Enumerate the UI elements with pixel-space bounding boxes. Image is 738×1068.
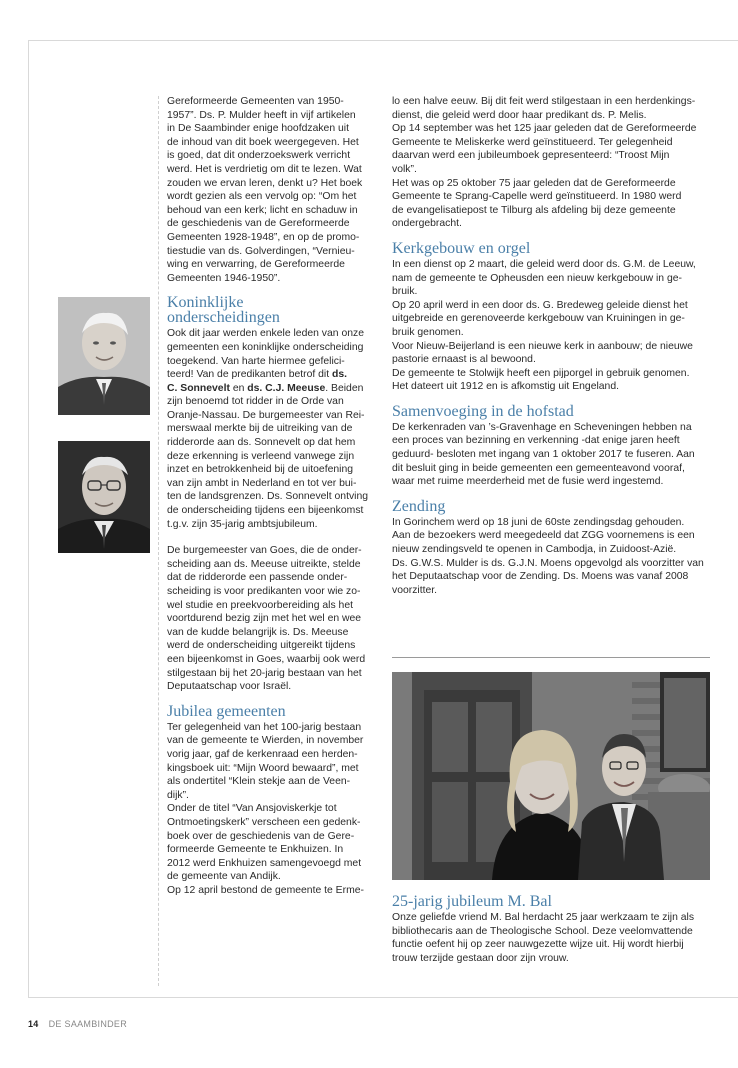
left-column <box>167 95 380 897</box>
kerkgebouw-paragraph: In een dienst op 2 maart, die geleid werd door ds. G.M. de Leeuw, nam de gemeente te Opheusden een nieuw kerkgebouw in ge- bruik. Op 20 april werd in een door ds. G. Bredeweg geleide dienst het uitgebreide en gerenoveerde kerkgebouw van Kruiningen in ge- bruik genomen. Voor Nieuw-Beijerland is een nieuwe kerk in aanbouw; de nieuwe pastorie ernaast is al bewoond. De gemeente te Stolwijk heeft een pijporgel in gebruik genomen. Het dateert uit 1912 en is afkomstig uit Engeland. <box>392 258 696 393</box>
heading-koninklijke-onderscheidingen: Koninklijke onderscheidingen <box>167 294 280 327</box>
heading-jubilea-gemeenten: Jubilea gemeenten <box>167 702 286 720</box>
heading-kerkgebouw-en-orgel: Kerkgebouw en orgel <box>392 239 531 257</box>
zending-paragraph: In Gorinchem werd op 18 juni de 60ste zendingsdag gehouden. Aan de bezoekers werd meegedeeld dat ZGG voornemens is een nieuw zendingsveld te openen in Cambodja, in Zuidoost-Azië. Ds. G.W.S. Mulder is ds. G.J.N. Moens opgevolgd als voorzitter van het Deputaatschap voor de Zending. Ds. Moens was vanaf 2008 voorzitter. <box>392 516 704 596</box>
page-footer <box>28 1019 127 1029</box>
portrait-photo-sonnevelt <box>58 297 150 415</box>
intro-paragraph-right: lo een halve eeuw. Bij dit feit werd stilgestaan in een herdenkings- dienst, die geleid werd door haar predikant ds. P. Melis. Op 14 september was het 125 jaar geleden dat de Gereformeerde Gemeente te Meliskerke werd geïnstitueerd. Ter gelegenheid daarvan werd een jubileumboek gepresenteerd: “Troost Mijn volk”. Het was op 25 oktober 75 jaar geleden dat de Gereformeerde Gemeente te Sprang-Capelle werd geïnstitueerd. In 1980 werd de evangelisatiepost te Tilburg als afdeling bij deze gemeente ondergebracht. <box>392 96 697 230</box>
name-ds-sonnevelt-part2: C. Sonnevelt <box>167 382 230 394</box>
samenvoeging-paragraph: De kerkenraden van ’s-Gravenhage en Scheveningen hebben na een proces van bezinning en verkenning -dat enige jaren heeft geduurd- besloten met ingang van 1 oktober 2017 te fuseren. Aan dit besluit ging in beide gemeenten een gemeenteavond vooraf, waar met ruime meerderheid met de fusie werd ingestemd. <box>392 421 695 488</box>
portrait-photo-meeuse <box>58 441 150 553</box>
intro-paragraph-left: Gereformeerde Gemeenten van 1950- 1957”. Ds. P. Mulder heeft in vijf artikelen in De Saambinder enige hoofdzaken uit de inhoud van dit boek weergegeven. Het is goed, dat dit onderzoekswerk verricht werd. Het is verdrietig om dit te lezen. Wat zouden we ervan leren, denkt u? Het boek wordt gezien als een vervolg op: “Om het behoud van een kerk; licht en schaduw in de geschiedenis van de Gereformeerde Gemeenten 1928-1948”, en op de promo- tiestudie van ds. Golverdingen, “Vernieu- wing en verwarring, de Gereformeerde Gemeenten 1946-1950”. <box>167 96 363 284</box>
name-ds-meeuse: ds. C.J. Meeuse <box>247 382 326 394</box>
section-divider-rule <box>392 657 710 658</box>
heading-zending: Zending <box>392 497 446 515</box>
page-number: 14 <box>28 1019 39 1029</box>
heading-jubileum-m-bal: 25-jarig jubileum M. Bal <box>392 893 552 910</box>
publication-name: DE SAAMBINDER <box>48 1019 128 1029</box>
goes-paragraph: De burgemeester van Goes, die de onder- scheiding aan ds. Meeuse uitreikte, stelde dat de ridderorde een passende onder- scheiding is voor predikanten voor wie zo- wel studie en preekvoorbereiding als het voortdurend bezig zijn met het wel en wee van de kudde belangrijk is. Ds. Meeuse werd de onderscheiding uitgereikt tijdens een bijeenkomst in Goes, waarbij ook werd stilgestaan bij het 20-jarig bestaan van het Deputaatschap voor Israël. <box>167 545 366 693</box>
column-divider <box>158 96 159 986</box>
photo-m-bal-and-wife <box>392 672 710 880</box>
photo-caption-block <box>392 880 714 965</box>
heading-samenvoeging-in-de-hofstad: Samenvoeging in de hofstad <box>392 402 574 420</box>
name-ds-sonnevelt-part1: ds. <box>332 369 348 381</box>
onderscheidingen-paragraph: Ook dit jaar werden enkele leden van onze gemeenten een koninklijke onderscheiding toegekend. Van harte hiermee gefelici- teerd! Van de predikanten betrof dit ds. C. Sonnevelt en ds. C.J. Meeuse. Beiden zijn benoemd tot ridder in de Orde van Oranje-Nassau. De burgemeester van Rei- merswaal merkte bij de uitreiking van de ridderorde aan ds. Sonnevelt op dat hem deze erkenning is verleend vanwege zijn inzet en betrokkenheid bij de uitoefening van zijn ambt in Nederland en tot ver bui- ten de landsgrenzen. Ds. Sonnevelt ontving de onderscheiding tijdens een bijeenkomst t.g.v. zijn 35-jarig ambtsjubileum. <box>167 328 369 530</box>
jubilea-paragraph: Ter gelegenheid van het 100-jarig bestaan van de gemeente te Wierden, in november vorig jaar, gaf de kerkenraad een herden- kingsboek uit: “Mijn Woord bewaard”, met als ondertitel “Klein stekje aan de Veen- dijk”. Onder de titel “Van Ansjoviskerkje tot Ontmoetingskerk” verscheen een gedenk- boek over de geschiedenis van de Gere- formeerde Gemeente te Enkhuizen. In 2012 werd Enkhuizen samengevoegd met de gemeente van Andijk. Op 12 april bestond de gemeente te Erme- <box>167 721 364 896</box>
bal-paragraph: Onze geliefde vriend M. Bal herdacht 25 jaar werkzaam te zijn als bibliothecaris aan de Theologische School. Deze veelomvattende functie oefent hij op zeer nauwgezette wijze uit. Hij wordt hierbij trouw terzijde gestaan door zijn vrouw. <box>392 912 695 964</box>
right-column <box>392 95 714 597</box>
